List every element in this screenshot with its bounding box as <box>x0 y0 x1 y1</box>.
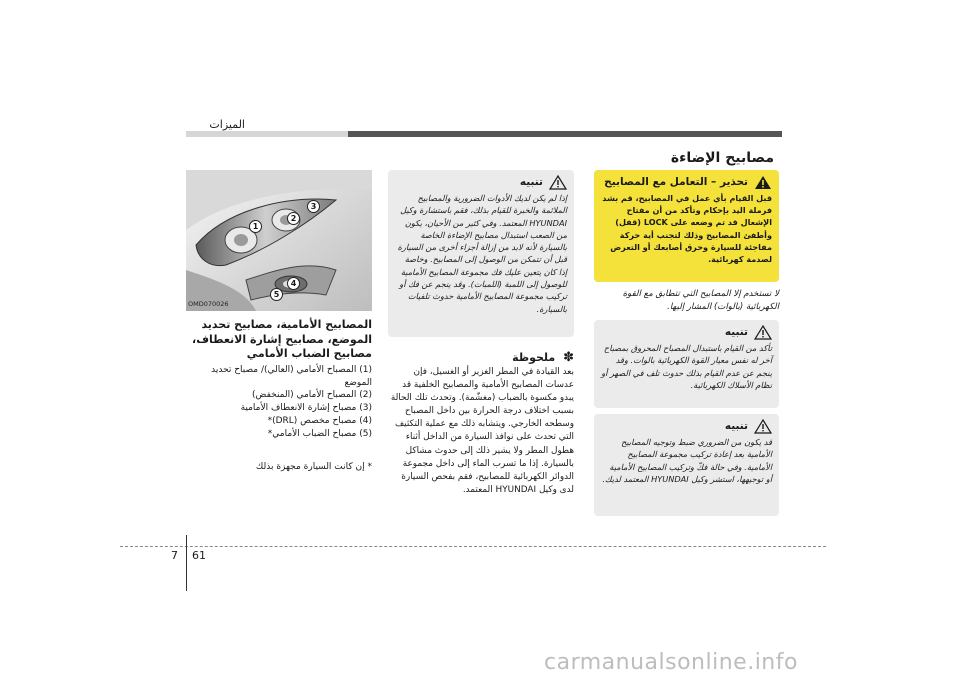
warning-text: قبل القيام بأي عمل في المصابيح، قم بشد فرملة اليد بإحكام وتأكد من أن مفتاح الإشعال قد تم وضعه على LOCK (قفل) وأطفئ المصابيح وذلك لتجنب أية حركة مفاجئة للسيارة وحرق أصابعك أو التعرض لصدمة كهربائية. <box>602 193 772 265</box>
photo-code: OMD070026 <box>188 300 229 308</box>
list-item: (2) المصباح الأمامي (المنخفض) <box>252 390 372 401</box>
caution-triangle-icon <box>549 175 567 190</box>
footer-vertical-rule <box>186 535 187 591</box>
list-item: (5) مصباح الضباب الأمامي* <box>267 428 372 439</box>
list-item: (3) مصباح إشارة الانعطاف الأمامية <box>240 403 372 414</box>
photo-callout-1: 1 <box>249 220 262 233</box>
section-title: مصابيح الإضاءة <box>670 150 774 166</box>
note-title-row <box>601 419 772 434</box>
remark-text: بعد القيادة في المطر الغزير أو الغسيل، فإن عدسات المصابيح الأمامية والمصابيح الخلفية قد يبدو مكسوة بالضباب (مغشّمة). وتحدث تلك الحالة بسبب اختلاف درجة الحرارة بين داخل المصباح وسطحه الخارجي. ويتشابه ذلك مع عملية التكثيف التي تحدث على نوافذ السيارة من الداخل أثناء هطول المطر ولا يشير ذلك إلى حدوث مشاكل بالسيارة. إذا ما تسرب الماء إلى داخل مجموعة الدوائر الكهربائية للمصابيح، فقم بفحص السيارة لدى وكيل HYUNDAI المعتمد. <box>390 367 574 495</box>
note-box-wattage <box>594 320 779 408</box>
watermark: carmanualsonline.info <box>544 650 798 675</box>
photo-callout-2: 2 <box>287 212 300 225</box>
header-bar-dark <box>348 131 782 137</box>
list-item: (4) مصباح مخصص (DRL)* <box>267 415 372 426</box>
warning-triangle-icon <box>754 175 772 190</box>
remark-title: ملحوظة <box>512 351 556 364</box>
caution-triangle-icon <box>754 325 772 340</box>
page-number: 61 <box>192 549 206 562</box>
lamps-heading: المصابيح الأمامية، مصابيح تحديد الموضع، مصابيح إشارة الانعطاف، مصابيح الضباب الأمامي <box>192 318 372 360</box>
caution-triangle-icon <box>754 419 772 434</box>
headlamp-photo <box>186 170 372 311</box>
header-title: الميزات <box>209 118 245 131</box>
warning-box <box>594 170 779 282</box>
warning-title: تحذير – التعامل مع المصابيح <box>604 176 748 188</box>
photo-callout-4: 4 <box>287 277 300 290</box>
lamps-list <box>186 364 372 440</box>
remark-heading <box>388 350 574 365</box>
remark-star-icon: ✽ <box>563 350 574 365</box>
note-text: إذا لم يكن لديك الأدوات الضرورية والمصابيح الملائمة والخبرة للقيام بذلك، فقم باستشارة وكيل HYUNDAI المعتمد. وفي كثير من الأحيان، يكون من الصعب استبدال مصابيح الإضاءة الخاصة بالسيارة لأنه لابد من إزالة أجزاء أخرى من السيارة قبل أن تتمكن من الوصول إلى المصابيح. وخاصة إذا كان يتعين عليك فك مجموعة المصابيح الأمامية للوصول إلى اللمبة (اللمبات). وقد ينجم عن فك أو تركيب مجموعة المصابيح الأمامية حدوث تلفيات بالسيارة. <box>397 193 567 314</box>
note-text: تأكد من القيام باستبدال المصباح المحروق بمصباح آخر له نفس معيار القوة الكهربائية بالوات. وقد ينجم عن عدم القيام بذلك حدوث تلف في الصهر أو نظام الأسلاك الكهربائية. <box>601 343 772 390</box>
note-title: تنبيه <box>519 176 543 188</box>
footer-divider <box>120 546 826 547</box>
note-title-row <box>395 175 567 190</box>
list-item: (1) المصباح الأمامي (العالي)/ مصباح تحديد الموضع <box>211 365 372 388</box>
wattage-instruction: لا تستخدم إلا المصابيح التي تتطابق مع القوة الكهربائية (بالوات) المشار إليها. <box>622 289 779 312</box>
photo-callout-5: 5 <box>270 288 283 301</box>
note-box-dealer <box>388 170 574 337</box>
chapter-number: 7 <box>171 549 178 562</box>
note-text: قد يكون من الضروري ضبط وتوجيه المصابيح الأمامية بعد إعادة تركيب مجموعة المصابيح الأمامية. وفي حالة فكّ وتركيب المصابيح الأمامية أو توجيهها، استشر وكيل HYUNDAI المعتمد لديك. <box>602 437 772 484</box>
note-title: تنبيه <box>724 420 748 432</box>
note-title: تنبيه <box>724 326 748 338</box>
warning-title-row <box>601 175 772 190</box>
equipment-footnote: * إن كانت السيارة مجهزة بذلك <box>255 462 372 472</box>
photo-callout-3: 3 <box>307 200 320 213</box>
note-box-aiming <box>594 414 779 516</box>
note-title-row <box>601 325 772 340</box>
